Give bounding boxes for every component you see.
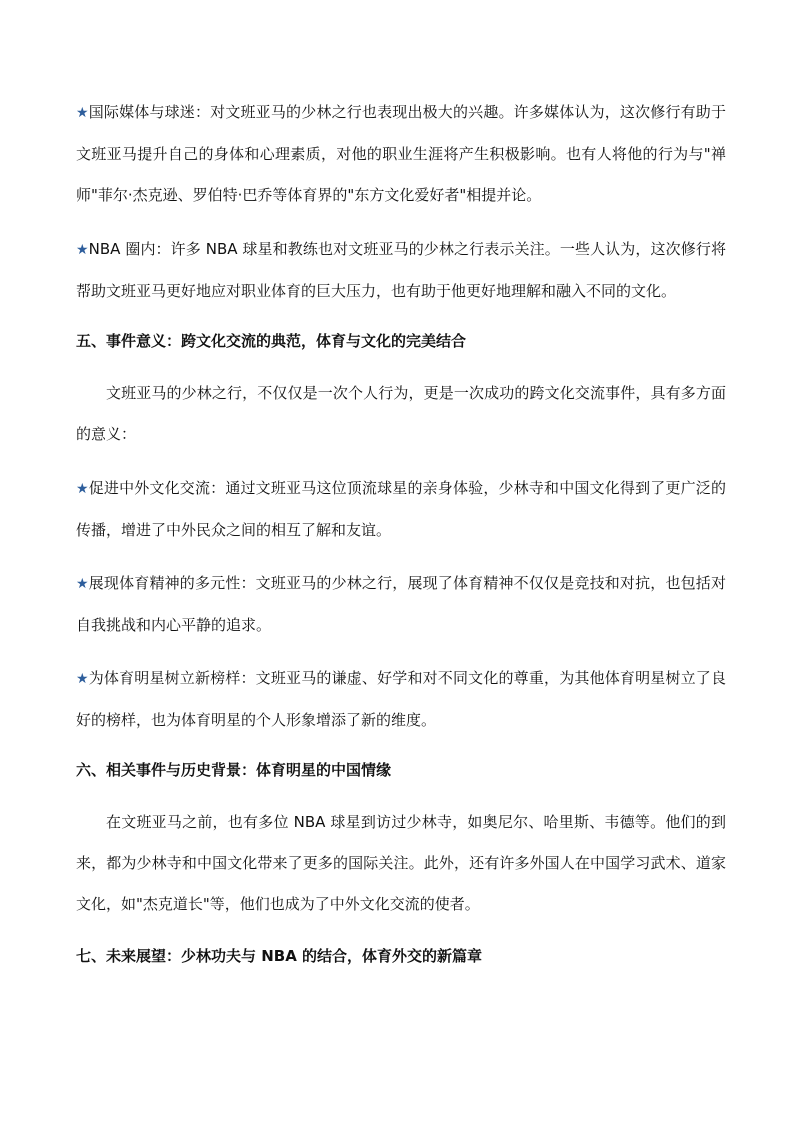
paragraph-text: NBA 圈内：许多 NBA 球星和教练也对文班亚马的少林之行表示关注。一些人认为，这次修行将帮助文班亚马更好地应对职业体育的巨大压力，也有助于他更好地理解和融入不同的文化。 — [76, 240, 726, 300]
paragraph-cultural-exchange — [76, 468, 726, 551]
paragraph-sports-spirit — [76, 563, 726, 646]
paragraph-significance-intro: 文班亚马的少林之行，不仅仅是一次个人行为，更是一次成功的跨文化交流事件，具有多方面的意义： — [76, 384, 726, 443]
star-bullet-icon: ★ — [76, 105, 89, 121]
star-bullet-icon: ★ — [76, 671, 89, 687]
section-heading-5: 五、事件意义：跨文化交流的典范，体育与文化的完美结合 — [76, 332, 467, 350]
star-bullet-icon: ★ — [76, 242, 89, 258]
star-bullet-icon: ★ — [76, 481, 89, 497]
paragraph-nba-circle — [76, 229, 726, 312]
section-heading-6: 六、相关事件与历史背景：体育明星的中国情缘 — [76, 761, 392, 779]
paragraph-history-background: 在文班亚马之前，也有多位 NBA 球星到访过少林寺，如奥尼尔、哈里斯、韦德等。他们的到来，都为少林寺和中国文化带来了更多的国际关注。此外，还有许多外国人在中国学习武术、道家文化，如"杰克道长"等，他们也成为了中外文化交流的使者。 — [76, 813, 726, 913]
paragraph-text: 国际媒体与球迷：对文班亚马的少林之行也表现出极大的兴趣。许多媒体认为，这次修行有助于文班亚马提升自己的身体和心理素质，对他的职业生涯将产生积极影响。也有人将他的行为与"禅师"菲尔·杰克逊、罗伯特·巴乔等体育界的"东方文化爱好者"相提并论。 — [76, 103, 726, 204]
paragraph-international-media — [76, 92, 726, 216]
star-bullet-icon: ★ — [76, 576, 89, 592]
paragraph-text: 为体育明星树立新榜样：文班亚马的谦虚、好学和对不同文化的尊重，为其他体育明星树立了良好的榜样，也为体育明星的个人形象增添了新的维度。 — [76, 669, 726, 729]
paragraph-text: 促进中外文化交流：通过文班亚马这位顶流球星的亲身体验，少林寺和中国文化得到了更广泛的传播，增进了中外民众之间的相互了解和友谊。 — [76, 479, 726, 539]
section-heading-7: 七、未来展望：少林功夫与 NBA 的结合，体育外交的新篇章 — [76, 947, 483, 965]
paragraph-text: 展现体育精神的多元性：文班亚马的少林之行，展现了体育精神不仅仅是竞技和对抗，也包括对自我挑战和内心平静的追求。 — [76, 574, 726, 634]
paragraph-role-model — [76, 658, 726, 741]
